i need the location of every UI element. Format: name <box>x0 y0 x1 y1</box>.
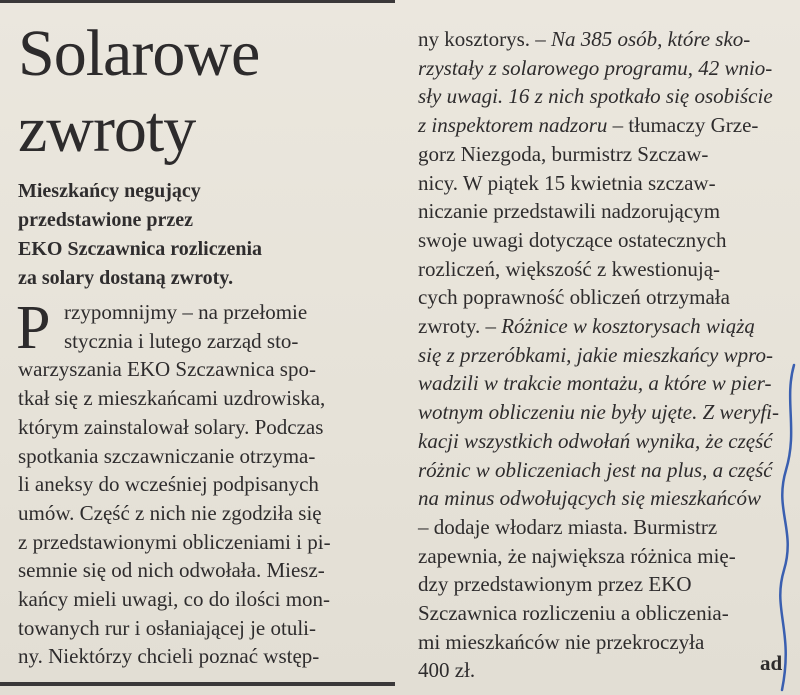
body-line <box>418 599 790 628</box>
bottom-rule <box>0 682 395 686</box>
body-line <box>418 312 790 341</box>
quote-text: na minus odwołujących się mieszkańców <box>418 486 761 511</box>
body-line <box>418 398 790 427</box>
body-line: semnie się od nich odwołała. Miesz- <box>18 558 325 583</box>
headline <box>18 16 388 168</box>
body-text: dzy przedstawionym przez EKO <box>418 572 692 597</box>
lead-line: za solary dostaną zwroty. <box>18 267 234 289</box>
body-text: rozliczeń, większość z kwestionują- <box>418 256 721 281</box>
body-line <box>418 456 790 485</box>
lead-line: przedstawione przez <box>18 209 193 231</box>
top-rule <box>0 0 395 3</box>
body-line <box>418 341 790 370</box>
quote-text: się z przeróbkami, jakie mieszkańcy wpro- <box>418 342 773 367</box>
body-text: gorz Niezgoda, burmistrz Szczaw- <box>418 141 709 166</box>
body-line <box>418 226 790 255</box>
body-line: rzypomnijmy – na przełomie <box>64 300 308 324</box>
body-text: mi mieszkańców nie przekroczyła <box>418 629 705 654</box>
body-line <box>418 140 790 169</box>
headline-line: Solarowe <box>18 17 260 90</box>
body-line: spotkania szczawniczanie otrzyma- <box>18 443 316 468</box>
quote-text: sły uwagi. 16 z nich spotkało się osobiście <box>418 84 773 109</box>
body-line <box>418 369 790 398</box>
author-signature: ad <box>760 651 783 675</box>
quote-text: różnic w obliczeniach jest na plus, a część <box>418 457 773 482</box>
quote-text: Na 385 osób, które sko- <box>551 27 751 51</box>
lead-line: Mieszkańcy negujący <box>18 180 201 202</box>
body-line <box>418 111 790 140</box>
body-line <box>418 542 790 571</box>
body-text: niczanie przedstawili nadzorującym <box>418 199 721 224</box>
quote-text: wotnym obliczeniu nie były ujęte. Z weryfi- <box>418 400 779 425</box>
body-line <box>418 169 790 198</box>
right-column <box>418 25 790 685</box>
body-line: kańcy mieli uwagi, co do ilości mon- <box>18 587 331 612</box>
body-text: cych poprawność obliczeń otrzymała <box>418 285 730 310</box>
quote-text: rzystały z solarowego programu, 42 wnio- <box>418 55 773 80</box>
left-column <box>16 294 385 671</box>
body-line <box>418 427 790 456</box>
body-text: – dodaje włodarz miasta. Burmistrz <box>418 514 718 539</box>
pen-mark-icon <box>772 360 800 695</box>
quote-text: kacji wszystkich odwołań wynika, że część <box>418 428 773 453</box>
body-line <box>418 255 790 284</box>
body-text: – tłumaczy Grze- <box>607 113 759 138</box>
quote-text: wadzili w trakcie montażu, a które w pier- <box>418 371 772 396</box>
body-text: zwroty. – <box>418 314 502 339</box>
body-line <box>418 197 790 226</box>
body-line <box>418 628 790 657</box>
body-line: tkał się z mieszkańcami uzdrowiska, <box>18 386 326 411</box>
body-line <box>418 513 790 542</box>
body-line <box>418 656 790 685</box>
body-line: warzyszania EKO Szczawnica spo- <box>18 357 316 382</box>
lead-paragraph <box>18 177 348 293</box>
body-line <box>418 283 790 312</box>
drop-cap: P <box>16 294 51 362</box>
body-line: którym zainstalował solary. Podczas <box>18 414 324 439</box>
body-text: swoje uwagi dotyczące ostatecznych <box>418 227 727 252</box>
body-line: umów. Część z nich nie zgodziła się <box>18 500 322 525</box>
quote-text: Różnice w kosztorysach wiążą <box>501 314 755 339</box>
body-line <box>418 25 790 54</box>
quote-text: z inspektorem nadzoru <box>418 113 608 138</box>
body-text: zapewnia, że największa różnica mię- <box>418 543 736 568</box>
body-line: li aneksy do wcześniej podpisanych <box>18 472 319 497</box>
body-text: nicy. W piątek 15 kwietnia szczaw- <box>418 170 716 195</box>
body-text: ny kosztorys. – <box>418 27 551 51</box>
headline-line: zwroty <box>18 93 196 166</box>
body-line: ny. Niektórzy chcieli poznać wstęp- <box>18 644 320 669</box>
body-line: stycznia i lutego zarząd sto- <box>64 328 299 353</box>
body-line: towanych rur i osłaniającej je otuli- <box>18 615 316 640</box>
body-line <box>418 82 790 111</box>
body-line: z przedstawionymi obliczeniami i pi- <box>18 529 331 554</box>
lead-line: EKO Szczawnica rozliczenia <box>18 238 263 260</box>
body-text: Szczawnica rozliczeniu a obliczenia- <box>418 601 729 626</box>
body-text: 400 zł. <box>418 658 476 683</box>
body-line <box>418 570 790 599</box>
body-line <box>418 54 790 83</box>
body-line <box>418 484 790 513</box>
